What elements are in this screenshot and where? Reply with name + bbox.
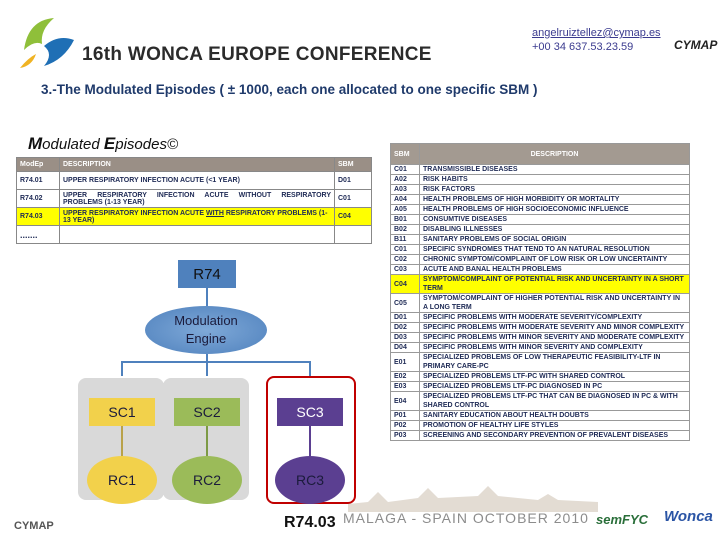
- table-row: A05 HEALTH PROBLEMS OF HIGH SOCIOECONOMIC INFLUENCE: [391, 205, 690, 215]
- rc2-node: RC2: [172, 456, 242, 504]
- rc3-node: RC3: [275, 456, 345, 504]
- table-row: E03 SPECIALIZED PROBLEMS LTF-PC DIAGNOSED IN PC: [391, 382, 690, 392]
- cymap-logo-top: CYMAP: [674, 38, 718, 52]
- sc3-node: SC3: [277, 398, 343, 426]
- sc1-node: SC1: [89, 398, 155, 426]
- table-row: C02 CHRONIC SYMPTOM/COMPLAINT OF LOW RISK OR LOW UNCERTAINTY: [391, 255, 690, 265]
- table-row: A02 RISK HABITS: [391, 175, 690, 185]
- table-row: B01 CONSUMTIVE DISEASES: [391, 215, 690, 225]
- r74-node: R74: [178, 260, 236, 288]
- table-row: A04 HEALTH PROBLEMS OF HIGH MORBIDITY OR MORTALITY: [391, 195, 690, 205]
- cymap-logo-bottom: CYMAP: [14, 520, 54, 532]
- table-row: C01 SPECIFIC SYNDROMES THAT TEND TO AN NATURAL RESOLUTION: [391, 245, 690, 255]
- contact-block: [532, 26, 661, 54]
- conference-number: 16th: [82, 44, 123, 65]
- table-row: E02 SPECIALIZED PROBLEMS LTF-PC WITH SHARED CONTROL: [391, 372, 690, 382]
- table-row: D01 SPECIFIC PROBLEMS WITH MODERATE SEVERITY/COMPLEXITY: [391, 313, 690, 323]
- modulated-episodes-table: [16, 157, 372, 244]
- table-row: D03 SPECIFIC PROBLEMS WITH MINOR SEVERITY AND MODERATE COMPLEXITY: [391, 333, 690, 343]
- table-row: R74.02 UPPER RESPIRATORY INFECTION ACUTE WITHOUT RESPIRATORY PROBLEMS (1-13 YEAR) C01: [17, 190, 372, 208]
- table-row: R74.01 UPPER RESPIRATORY INFECTION ACUTE (<1 YEAR) D01: [17, 172, 372, 190]
- table-row-highlighted: R74.03 UPPER RESPIRATORY INFECTION ACUTE WITH RESPIRATORY PROBLEMS (1-13 YEAR) C04: [17, 208, 372, 226]
- table-row: B11 SANITARY PROBLEMS OF SOCIAL ORIGIN: [391, 235, 690, 245]
- semfyc-logo: semFYC: [596, 512, 649, 527]
- result-label: R74.03: [284, 514, 336, 531]
- rc1-node: RC1: [87, 456, 157, 504]
- table-row: D02 SPECIFIC PROBLEMS WITH MODERATE SEVERITY AND MINOR COMPLEXITY: [391, 323, 690, 333]
- wonca-logo: Wonca: [664, 508, 713, 525]
- table-header-row: ModEp DESCRIPTION SBM: [17, 158, 372, 172]
- table-row: D04 SPECIFIC PROBLEMS WITH MINOR SEVERITY AND COMPLEXITY: [391, 343, 690, 353]
- table-row: C01 TRANSMISSIBLE DISEASES: [391, 165, 690, 175]
- city-skyline-image: [348, 484, 598, 512]
- sbm-table: [390, 143, 690, 441]
- table-row: C04 SYMPTOM/COMPLAINT OF POTENTIAL RISK AND UNCERTAINTY IN A SHORT TERM: [391, 275, 690, 294]
- table-row: P01 SANITARY EDUCATION ABOUT HEALTH DOUBTS: [391, 411, 690, 421]
- table-row: E01 SPECIALIZED PROBLEMS OF LOW THERAPEUTIC FEASIBILITY-LTF IN PRIMARY CARE-PC: [391, 353, 690, 372]
- conference-title: [82, 44, 432, 66]
- footer-city: MALAGA - SPAIN OCTOBER 2010: [343, 510, 589, 526]
- table-row: B02 DISABLING ILLNESSES: [391, 225, 690, 235]
- conference-name: WONCA EUROPE CONFERENCE: [127, 44, 432, 65]
- sc2-node: SC2: [174, 398, 240, 426]
- table-row: A03 RISK FACTORS: [391, 185, 690, 195]
- slide-title: 3.-The Modulated Episodes ( ± 1000, each one allocated to one specific SBM ): [41, 82, 538, 97]
- table-row: P03 SCREENING AND SECONDARY PREVENTION OF PREVALENT DISEASES: [391, 431, 690, 441]
- section-title: Modulated Episodes©: [28, 134, 179, 153]
- contact-phone: +00 34 637.53.23.59: [532, 41, 634, 53]
- modulation-engine-node: Modulation Engine: [145, 306, 267, 354]
- table-header-row: SBM DESCRIPTION: [391, 144, 690, 165]
- table-row: E04 SPECIALIZED PROBLEMS LTF-PC THAT CAN BE DIAGNOSED IN PC & WITH SHARED CONTROL: [391, 392, 690, 411]
- table-row: C05 SYMPTOM/COMPLAINT OF HIGHER POTENTIAL RISK AND UNCERTAINTY IN A LONG TERM: [391, 294, 690, 313]
- wonca-swirl-logo: [14, 10, 82, 74]
- table-row: P02 PROMOTION OF HEALTHY LIFE STYLES: [391, 421, 690, 431]
- table-row: .......: [17, 226, 372, 244]
- table-row: C03 ACUTE AND BANAL HEALTH PROBLEMS: [391, 265, 690, 275]
- contact-email-link[interactable]: angelruiztellez@cymap.es: [532, 27, 661, 39]
